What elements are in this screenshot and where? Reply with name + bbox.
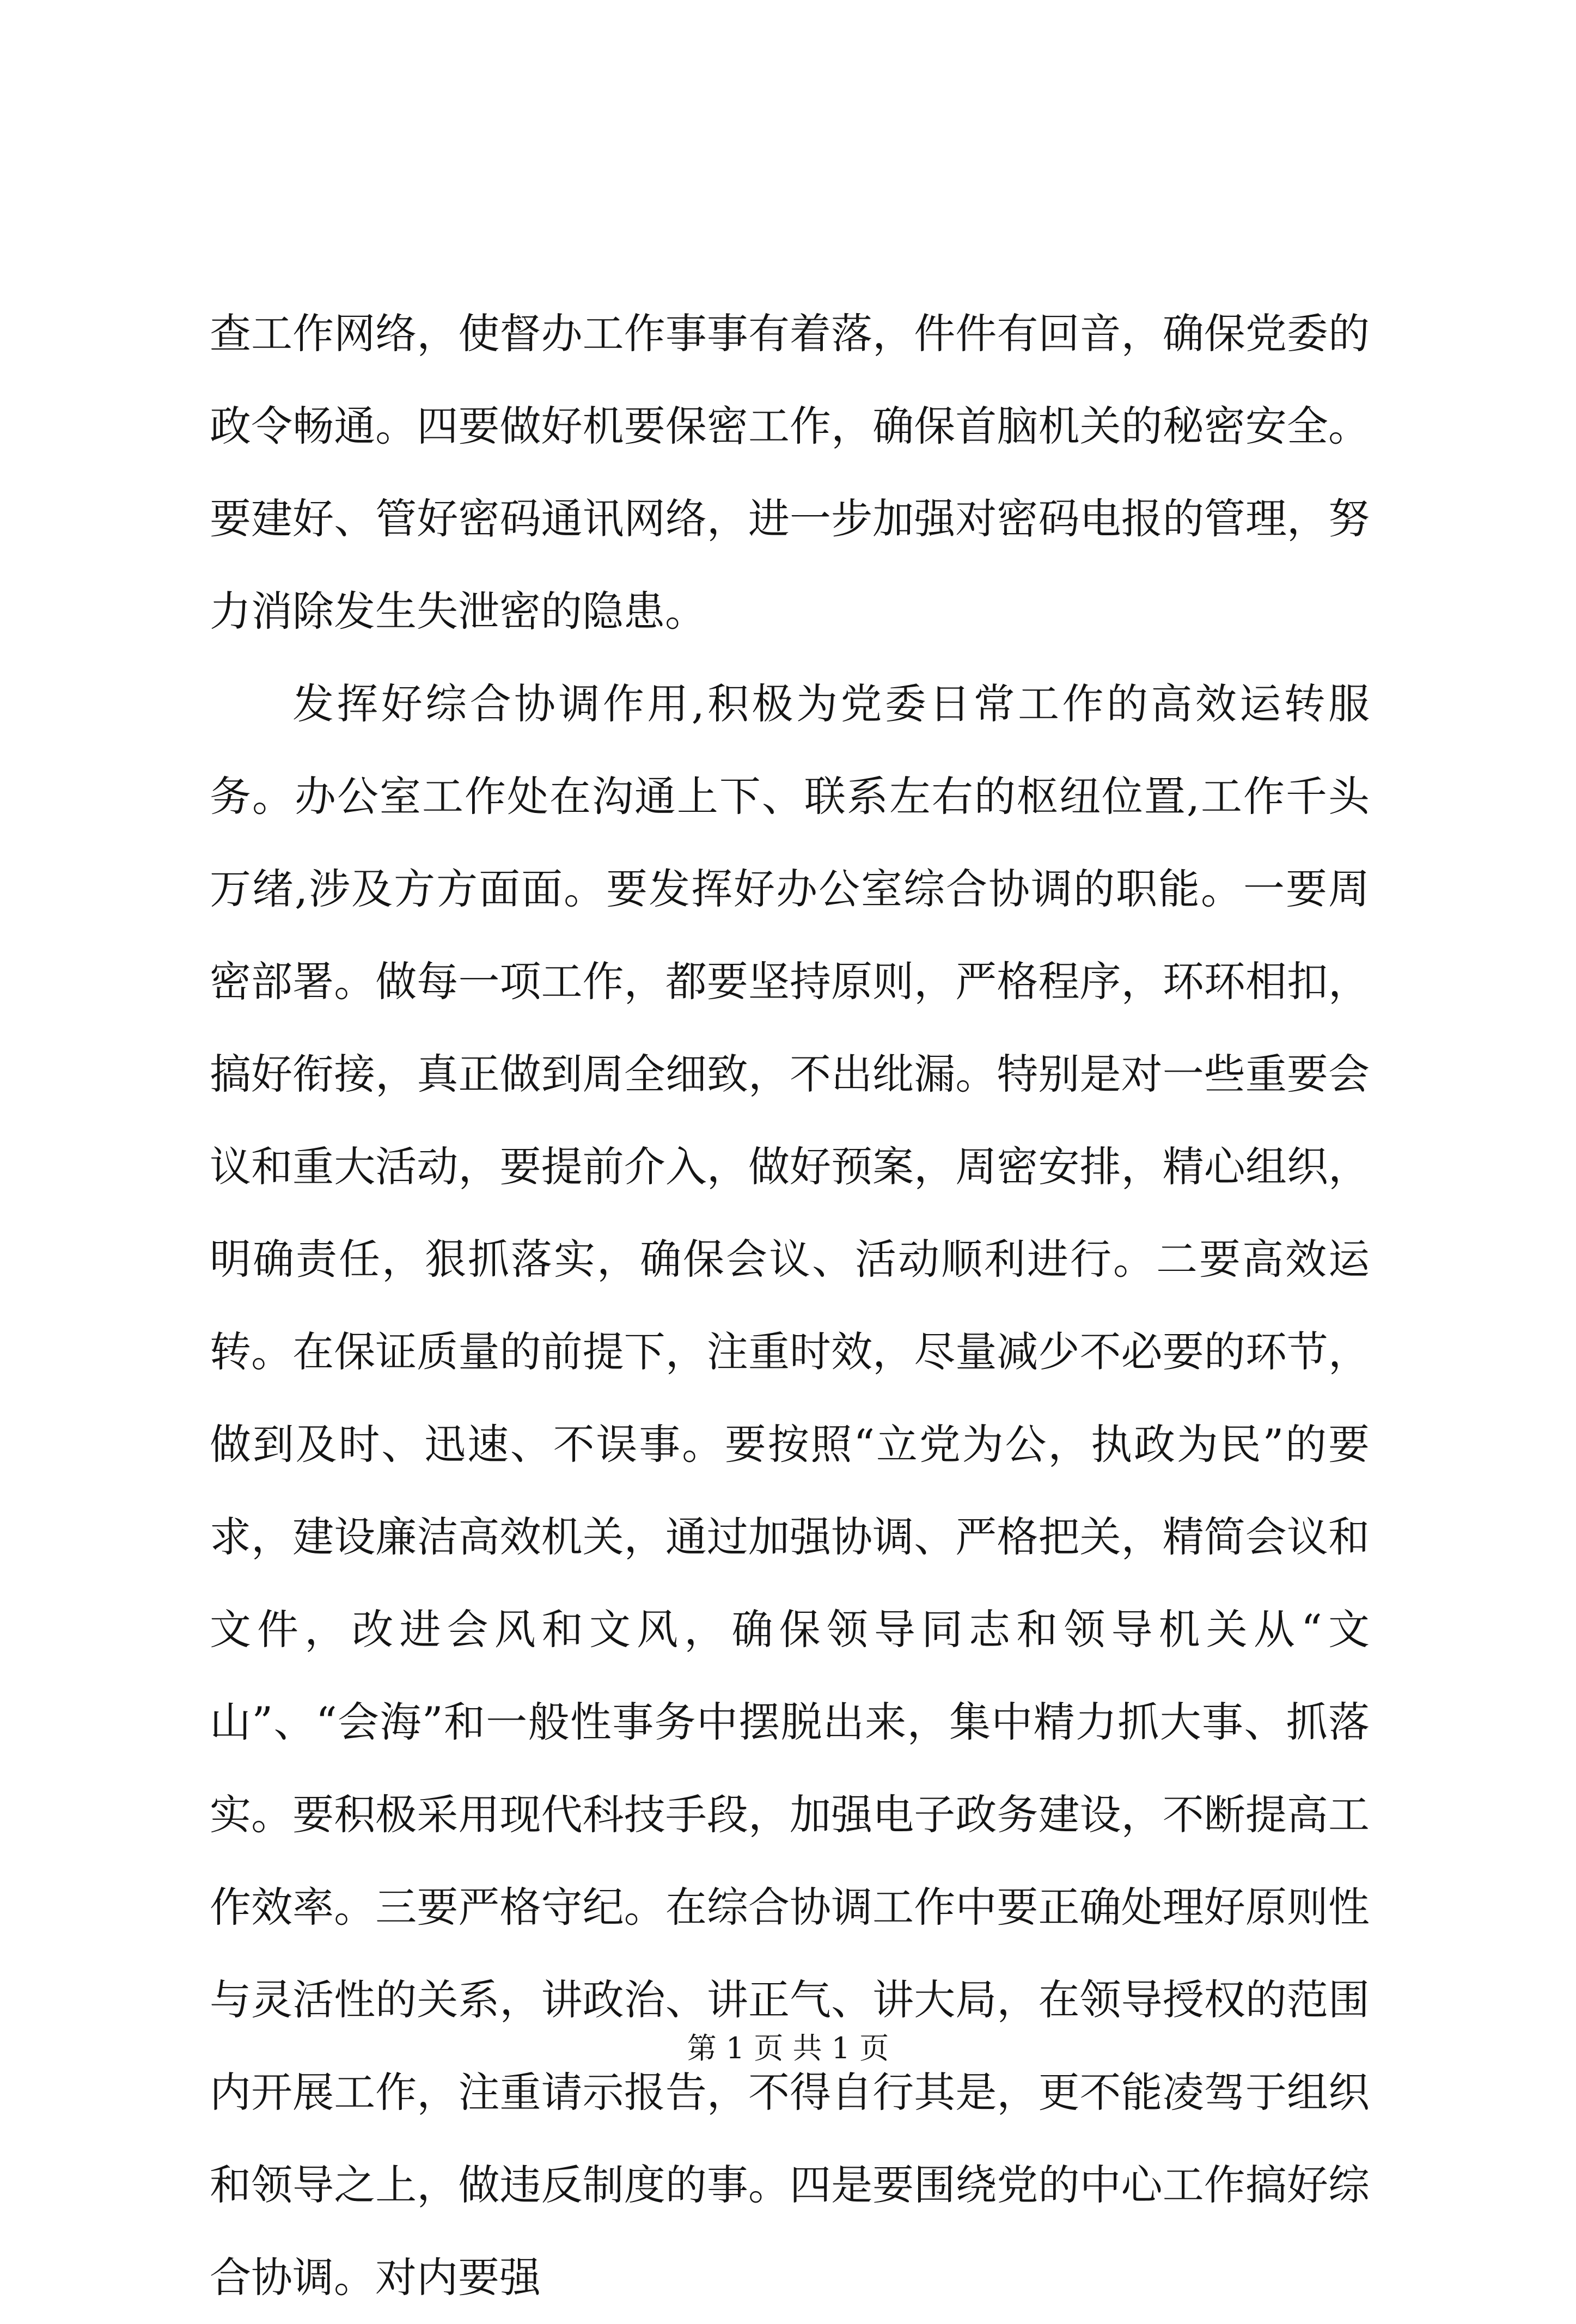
paragraph-continuation: 查工作网络，使督办工作事事有着落，件件有回音，确保党委的政令畅通。四要做好机要保密工作，确保首脑机关的秘密安全。要建好、管好密码通讯网络，进一步加强对密码电报的管理，努力消除发生失泄密的隐患。 bbox=[210, 309, 1370, 635]
page-footer: 第 1 页 共 1 页 bbox=[687, 2031, 889, 2065]
paragraph-coordination: 发挥好综合协调作用,积极为党委日常工作的高效运转服务。办公室工作处在沟通上下、联系左右的枢纽位置,工作千头万绪,涉及方方面面。要发挥好办公室综合协调的职能。一要周密部署。做每一项工作，都要坚持原则，严格程序，环环相扣，搞好衔接，真正做到周全细致，不出纰漏。特别是对一些重要会议和重大活动，要提前介入，做好预案，周密安排，精心组织，明确责任，狠抓落实，确保会议、活动顺利进行。二要高效运转。在保证质量的前提下，注重时效，尽量减少不必要的环节，做到及时、迅速、不误事。要按照“立党为公，执政为民”的要求，建设廉洁高效机关，通过加强协调、严格把关，精简会议和文件，改进会风和文风，确保领导同志和领导机关从“文山”、“会海”和一般性事务中摆脱出来，集中精力抓大事、抓落实。要积极采用现代科技手段，加强电子政务建设，不断提高工作效率。三要严格守纪。在综合协调工作中要正确处理好原则性与灵活性的关系，讲政治、讲正气、讲大局，在领导授权的范围内开展工作，注重请示报告，不得自行其是，更不能凌驾于组织和领导之上，做违反制度的事。四是要围绕党的中心工作搞好综合协调。对内要强 bbox=[210, 680, 1370, 2302]
document-body bbox=[210, 288, 1370, 2324]
